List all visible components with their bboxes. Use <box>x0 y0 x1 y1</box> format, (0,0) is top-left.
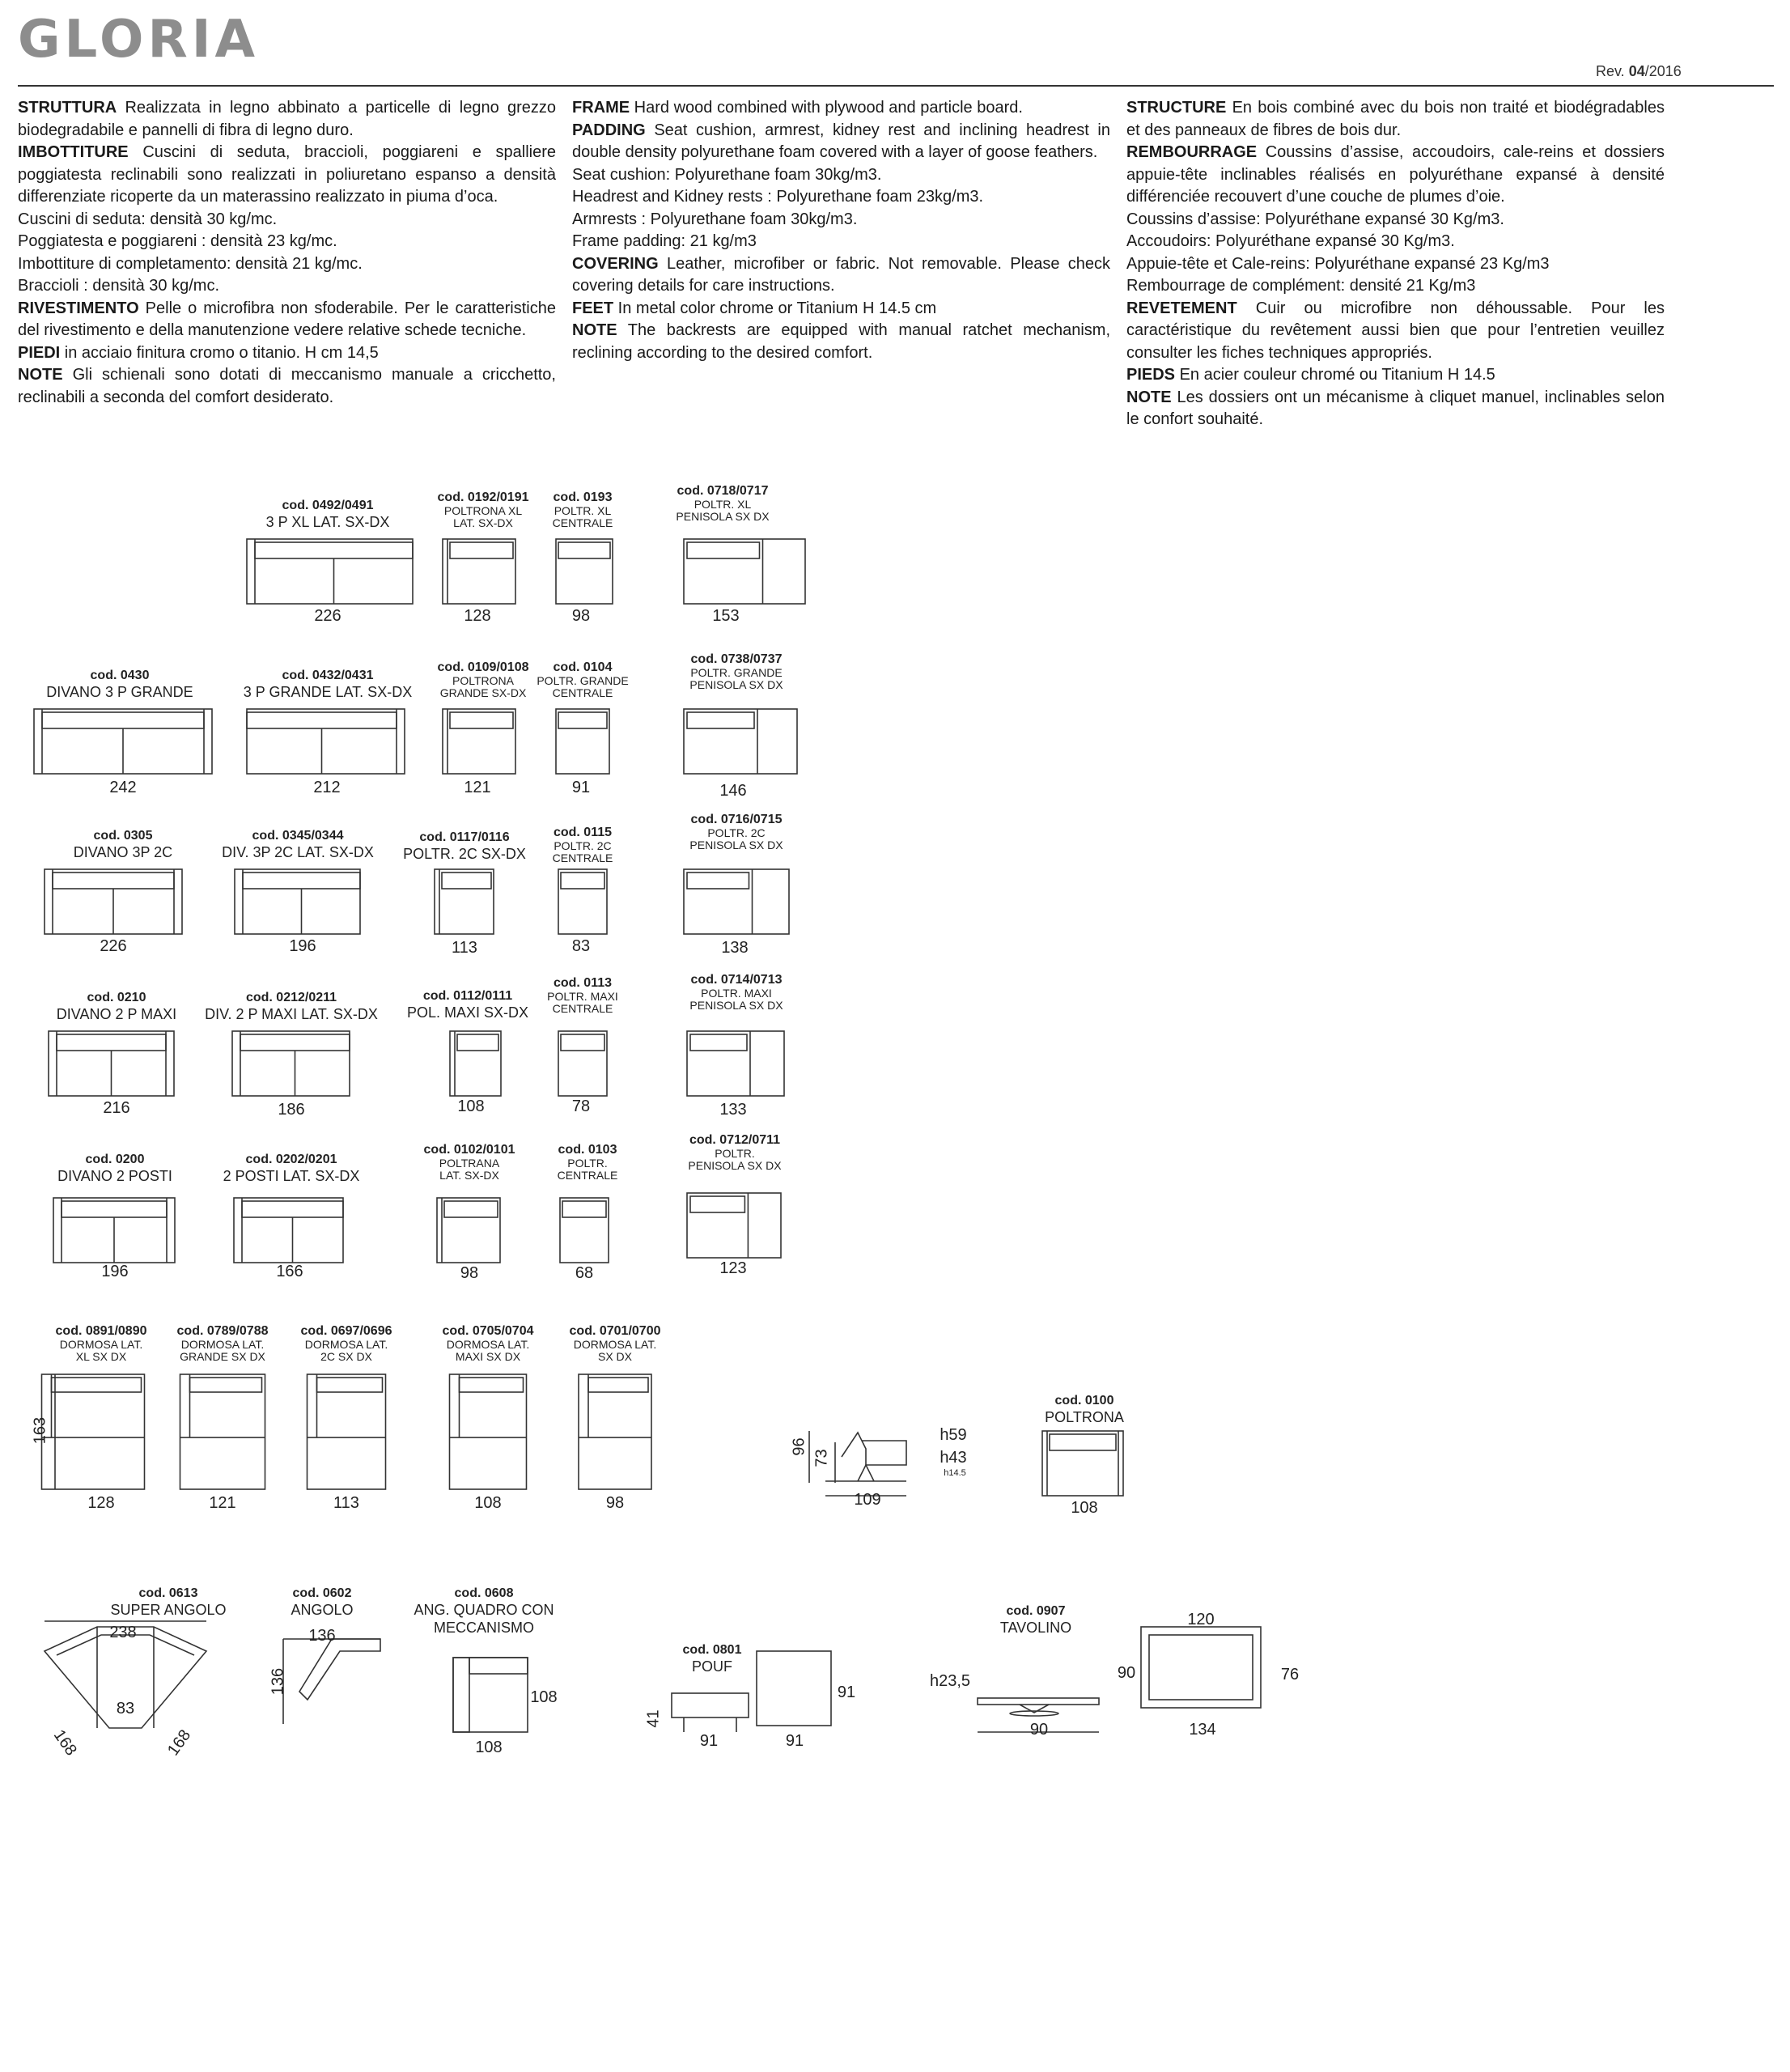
item-name: POLTR. 2C <box>707 826 766 839</box>
chair-outline <box>556 539 613 604</box>
item-name: PENISOLA SX DX <box>689 999 783 1012</box>
it-keyword: IMBOTTITURE <box>18 143 129 161</box>
item-code: cod. 0305 <box>93 829 153 843</box>
item-dimension: 196 <box>101 1263 129 1280</box>
tavolino-plan-right: 76 <box>1280 1666 1300 1684</box>
item-dimension: 91 <box>699 1732 719 1750</box>
en-text: The backrests are equipped with manual ratchet mechanism, reclining according to the desired comfort. <box>572 321 1110 362</box>
ang-quadro-arm <box>453 1658 469 1732</box>
item-dimension: 138 <box>721 939 749 957</box>
it-text: Braccioli : densità 30 kg/mc. <box>18 277 219 295</box>
fr-keyword: REMBOURRAGE <box>1126 143 1258 161</box>
backrest <box>561 873 604 889</box>
item-dimension: 90 <box>1029 1721 1049 1739</box>
item-name: POLTR. MAXI <box>701 987 772 1000</box>
tavolino-plan-length: 134 <box>1189 1721 1216 1739</box>
it-keyword: RIVESTIMENTO <box>18 299 139 317</box>
angolo-outline <box>299 1639 380 1700</box>
super-angolo-side-l: 168 <box>49 1726 80 1760</box>
item-name: DIVANO 3P 2C <box>73 844 173 860</box>
fr-keyword: NOTE <box>1126 388 1172 406</box>
item-code: cod. 0602 <box>292 1586 352 1600</box>
fr-text: En bois combiné avec du bois non traité et biodégradables et des panneaux de fibres de bois dur. <box>1126 99 1665 139</box>
item-dimension: 242 <box>109 779 137 796</box>
rev-label: Rev. <box>1596 63 1625 79</box>
item-dimension: 186 <box>278 1101 305 1119</box>
chair-outline <box>556 709 609 774</box>
it-text: Imbottiture di completamento: densità 21 kg/mc. <box>18 254 363 273</box>
backrest <box>558 542 610 558</box>
item-name: CENTRALE <box>552 1002 613 1015</box>
item-code: cod. 0716/0715 <box>690 813 783 826</box>
en-text: Headrest and Kidney rests : Polyurethane foam 23kg/m3. <box>572 188 984 206</box>
item-name: DORMOSA LAT. <box>304 1338 388 1351</box>
pouf-top-width: 91 <box>785 1732 804 1750</box>
item-name: DORMOSA LAT. <box>446 1338 530 1351</box>
item-name: CENTRALE <box>552 516 613 529</box>
tavolino-height: h23,5 <box>929 1672 971 1690</box>
item-dimension: 226 <box>314 607 341 625</box>
item-dimension: 108 <box>457 1098 485 1115</box>
chair-outline <box>558 1031 607 1096</box>
backrest <box>1050 1434 1116 1450</box>
item-name: POL. MAXI SX-DX <box>406 1004 529 1021</box>
sofa-outline <box>247 539 413 604</box>
item-code: cod. 0697/0696 <box>300 1324 392 1338</box>
fr-text: Coussins d’assise: Polyuréthane expansé 30 Kg/m3. <box>1126 210 1504 228</box>
item-name: ANGOLO <box>291 1602 354 1618</box>
super-angolo-width: 238 <box>109 1624 137 1641</box>
sofa-outline <box>247 709 405 774</box>
profile-base <box>825 1465 906 1481</box>
item-name: PENISOLA SX DX <box>689 678 783 691</box>
backrest <box>57 1034 166 1051</box>
backrest <box>317 1378 383 1392</box>
it-keyword: NOTE <box>18 366 63 384</box>
item-label <box>202 1153 380 1185</box>
en-text: Armrests : Polyurethane foam 30kg/m3. <box>572 210 858 228</box>
item-code: cod. 0432/0431 <box>282 669 374 682</box>
item-code: cod. 0701/0700 <box>569 1324 661 1338</box>
item-name: LAT. SX-DX <box>439 1169 499 1182</box>
it-text: in acciaio finitura cromo o titanio. H cm 14,5 <box>60 343 379 362</box>
item-dimension: 226 <box>100 937 127 955</box>
backrest <box>690 1196 744 1212</box>
backrest <box>52 1378 142 1392</box>
item-code: cod. 0705/0704 <box>442 1324 534 1338</box>
item-name: PENISOLA SX DX <box>689 839 783 851</box>
tavolino-plan-left: 90 <box>1117 1664 1136 1682</box>
item-label <box>34 829 212 861</box>
item-dimension: 128 <box>464 607 491 625</box>
item-code: cod. 0738/0737 <box>690 652 783 666</box>
item-name: DIVANO 2 POSTI <box>57 1168 172 1184</box>
item-name: 2C SX DX <box>320 1350 372 1363</box>
item-label <box>28 991 206 1023</box>
backrest <box>460 1378 524 1392</box>
angolo-width: 136 <box>308 1627 336 1645</box>
item-name: ANG. QUADRO CON <box>414 1602 554 1618</box>
en-keyword: COVERING <box>572 254 659 273</box>
fr-keyword: PIEDS <box>1126 366 1176 384</box>
backrest <box>53 873 174 889</box>
item-label <box>239 669 417 701</box>
it-text: Cuscini di seduta: densità 30 kg/mc. <box>18 210 278 228</box>
item-code: cod. 0192/0191 <box>437 490 529 504</box>
item-label <box>494 660 672 699</box>
item-name: POLTRONA XL <box>443 504 523 517</box>
en-text: Leather, microfiber or fabric. Not removable. Please check covering details for care instructions. <box>572 254 1110 295</box>
item-code: cod. 0801 <box>682 1643 742 1657</box>
chair-outline <box>443 709 515 774</box>
it-text: Realizzata in legno abbinato a particelle di legno grezzo biodegradabile e pannelli di fibra di legno duro. <box>18 99 556 139</box>
penisola-outline <box>684 539 805 604</box>
item-code: cod. 0210 <box>87 991 146 1004</box>
item-label <box>209 829 387 861</box>
backrest <box>62 1201 167 1217</box>
fr-keyword: STRUCTURE <box>1126 99 1227 117</box>
item-name: DORMOSA LAT. <box>180 1338 265 1351</box>
en-text: Frame padding: 21 kg/m3 <box>572 232 757 250</box>
backrest <box>687 873 749 889</box>
item-code: cod. 0202/0201 <box>245 1153 337 1166</box>
chair-outline <box>437 1198 500 1263</box>
item-code: cod. 0907 <box>1006 1604 1066 1618</box>
item-name: 3 P GRANDE LAT. SX-DX <box>243 684 413 700</box>
item-code: cod. 0117/0116 <box>419 830 510 844</box>
backrest <box>450 542 513 558</box>
chair-outline <box>435 869 494 934</box>
item-dimension: 91 <box>571 779 591 796</box>
item-label <box>647 973 825 1012</box>
backrest <box>690 1034 747 1051</box>
item-dimension: 216 <box>103 1099 130 1117</box>
item-code: cod. 0430 <box>90 669 150 682</box>
item-code: cod. 0345/0344 <box>252 829 344 843</box>
sofa-outline <box>234 1198 343 1263</box>
en-keyword: NOTE <box>572 321 617 339</box>
item-code: cod. 0100 <box>1054 1394 1114 1408</box>
item-name: DORMOSA LAT. <box>59 1338 143 1351</box>
backrest <box>450 712 513 728</box>
item-dimension: 108 <box>474 1494 502 1512</box>
item-name: POLTR. 2C SX-DX <box>403 846 526 862</box>
item-dimension: 123 <box>719 1259 747 1277</box>
item-label <box>947 1604 1125 1637</box>
it-keyword: STRUTTURA <box>18 99 117 117</box>
item-dimension: 68 <box>575 1264 594 1282</box>
item-name: POLTR. XL <box>694 498 752 511</box>
item-dimension: 121 <box>209 1494 236 1512</box>
chair-outline <box>560 1198 609 1263</box>
item-dimension: 133 <box>719 1101 747 1119</box>
item-code: cod. 0102/0101 <box>423 1143 515 1157</box>
item-name: DIV. 3P 2C LAT. SX-DX <box>222 844 374 860</box>
ang-quadro-side: 108 <box>530 1688 558 1706</box>
item-code: cod. 0613 <box>138 1586 198 1600</box>
backrest <box>240 1034 350 1051</box>
rev-year: /2016 <box>1644 63 1682 79</box>
item-name: PENISOLA SX DX <box>676 510 770 523</box>
profile-depth: 109 <box>854 1491 881 1509</box>
item-code: cod. 0608 <box>454 1586 514 1600</box>
item-dimension: 108 <box>1071 1499 1098 1517</box>
fr-text: Cuir ou microfibre non déhoussable. Pour les caractéristique du revêtement aussi bien que pour l’entretien veuillez consulter les fiches techniques appropriés. <box>1126 299 1665 362</box>
item-dimension: 98 <box>460 1264 479 1282</box>
item-label <box>233 1586 411 1619</box>
item-label <box>494 976 672 1015</box>
item-dimension: 98 <box>571 607 591 625</box>
profile-h73: 73 <box>812 1449 831 1467</box>
item-name: POLTR. MAXI <box>547 990 618 1003</box>
penisola-outline <box>684 869 789 934</box>
item-name: MAXI SX DX <box>455 1350 521 1363</box>
item-code: cod. 0789/0788 <box>176 1324 269 1338</box>
penisola-outline <box>687 1031 784 1096</box>
backrest <box>190 1378 262 1392</box>
fr-text: Les dossiers ont un mécanisme à cliquet manuel, inclinables selon le confort souhaité. <box>1126 388 1665 428</box>
en-text: Seat cushion: Polyurethane foam 30kg/m3. <box>572 165 882 184</box>
en-text: Hard wood combined with plywood and particle board. <box>630 99 1023 117</box>
rev-number: 04 <box>1628 63 1645 79</box>
product-title: GLORIA <box>18 10 260 70</box>
item-name: POLTR. 2C <box>554 839 612 852</box>
item-code: cod. 0492/0491 <box>282 499 374 512</box>
ang-quadro-back <box>469 1658 528 1674</box>
item-name: SUPER ANGOLO <box>110 1602 227 1618</box>
item-name: POLTR. <box>567 1157 608 1170</box>
item-dimension: 196 <box>289 937 316 955</box>
backrest <box>561 1034 604 1051</box>
penisola-outline <box>684 709 797 774</box>
item-code: cod. 0712/0711 <box>689 1133 781 1147</box>
item-code: cod. 0104 <box>553 660 613 674</box>
item-code: cod. 0891/0890 <box>55 1324 147 1338</box>
item-code: cod. 0200 <box>85 1153 145 1166</box>
item-label <box>202 991 380 1023</box>
super-angolo-inner: 83 <box>116 1700 135 1717</box>
item-name: DIVANO 2 P MAXI <box>56 1006 177 1022</box>
item-label <box>494 826 672 864</box>
pouf-top-side: 91 <box>837 1684 856 1701</box>
en-text: In metal color chrome or Titanium H 14.5 cm <box>613 299 937 317</box>
item-name: POLTR. XL <box>554 504 612 517</box>
item-code: cod. 0115 <box>553 826 613 839</box>
item-name: CENTRALE <box>552 851 613 864</box>
item-label <box>647 813 825 851</box>
backrest <box>444 1201 498 1217</box>
tavolino-plan-outer <box>1141 1627 1261 1708</box>
item-code: cod. 0109/0108 <box>437 660 529 674</box>
backrest <box>255 542 413 558</box>
backrest <box>242 1201 343 1217</box>
backrest <box>457 1034 498 1051</box>
item-code: cod. 0714/0713 <box>690 973 783 987</box>
backrest <box>558 712 607 728</box>
item-code: cod. 0212/0211 <box>245 991 337 1004</box>
it-text: Gli schienali sono dotati di meccanismo manuale a cricchetto, reclinabili a seconda del comfort desiderato. <box>18 366 556 406</box>
pouf-height: 41 <box>644 1709 663 1728</box>
item-name: CENTRALE <box>552 686 613 699</box>
backrest <box>243 873 360 889</box>
en-text: Seat cushion, armrest, kidney rest and inclining headrest in double density polyurethane foam covered with a layer of goose feathers. <box>572 121 1110 161</box>
sofa-outline <box>232 1031 350 1096</box>
item-name: XL SX DX <box>75 1350 127 1363</box>
item-dimension: 113 <box>452 939 477 957</box>
tavolino-plan-inner <box>1149 1635 1253 1700</box>
it-keyword: PIEDI <box>18 343 61 362</box>
item-code: cod. 0113 <box>553 976 613 990</box>
angolo-height: 136 <box>269 1667 287 1696</box>
item-name: DIV. 2 P MAXI LAT. SX-DX <box>205 1006 378 1022</box>
backrest <box>562 1201 606 1217</box>
item-code: cod. 0193 <box>553 490 613 504</box>
backrest <box>588 1378 648 1392</box>
backrest <box>247 712 397 728</box>
item-dimension: 113 <box>333 1494 359 1512</box>
item-name: LAT. SX-DX <box>453 516 513 529</box>
penisola-outline <box>687 1193 781 1258</box>
item-name: MECCANISMO <box>433 1620 534 1636</box>
backrest <box>687 712 754 728</box>
fr-text: En acier couleur chromé ou Titanium H 14.5 <box>1175 366 1495 384</box>
item-dimension: 128 <box>87 1494 115 1512</box>
item-name: PENISOLA SX DX <box>688 1159 782 1172</box>
fr-text: Appuie-tête et Cale-reins: Polyuréthane expansé 23 Kg/m3 <box>1126 254 1550 273</box>
item-name: POLTR. GRANDE <box>690 666 783 679</box>
item-name: 3 P XL LAT. SX-DX <box>265 514 390 530</box>
item-label <box>239 499 417 531</box>
profile-h59: h59 <box>940 1426 967 1444</box>
tavolino-foot <box>1010 1711 1058 1716</box>
item-name: DIVANO 3 P GRANDE <box>46 684 193 700</box>
profile-h96: 96 <box>790 1437 808 1456</box>
item-name: SX DX <box>597 1350 632 1363</box>
item-label <box>646 1133 824 1172</box>
item-label <box>647 652 825 691</box>
item-dimension: 121 <box>464 779 491 796</box>
item-name: TAVOLINO <box>999 1620 1072 1636</box>
pouf-side-outline <box>672 1693 749 1717</box>
backrest <box>687 542 760 558</box>
fr-text: Rembourrage de complément: densité 21 Kg/m3 <box>1126 277 1476 295</box>
sofa-outline <box>235 869 360 934</box>
item-label <box>26 1153 204 1185</box>
it-text: Pelle o microfibra non sfoderabile. Per le caratteristiche del rivestimento e della manutenzione vedere relative schede tecniche. <box>18 299 556 339</box>
chair-outline <box>558 869 607 934</box>
item-name: POLTRONA <box>452 674 514 687</box>
item-name: POLTR. GRANDE <box>537 674 629 687</box>
chair-outline <box>1042 1431 1123 1496</box>
item-dimension: 146 <box>719 782 747 800</box>
item-name: GRANDE SX DX <box>180 1350 265 1363</box>
item-name: POLTR. <box>715 1147 755 1160</box>
item-dimension: 83 <box>571 937 591 955</box>
item-dimension: 108 <box>475 1739 503 1756</box>
item-dimension: 153 <box>712 607 740 625</box>
tavolino-top <box>978 1698 1099 1705</box>
it-text: Cuscini di seduta, braccioli, poggiareni e spalliere poggiatesta reclinabili sono realizzati in poliuretano espanso a densità differenziate ricoperte da un materassino realizzato in piuma d’oca. <box>18 143 556 206</box>
it-text: Poggiatesta e poggiareni : densità 23 kg/mc. <box>18 232 337 250</box>
fr-keyword: REVETEMENT <box>1126 299 1237 317</box>
backrest <box>42 712 204 728</box>
profile-h43: h43 <box>940 1449 967 1467</box>
item-name: DORMOSA LAT. <box>573 1338 657 1351</box>
item-code: cod. 0718/0717 <box>677 484 769 498</box>
dormosa-height: 163 <box>31 1416 49 1445</box>
item-label <box>526 1324 704 1363</box>
item-name: POUF <box>691 1658 732 1675</box>
chair-outline <box>443 539 515 604</box>
profile-h145: h14.5 <box>944 1468 966 1478</box>
item-name: CENTRALE <box>557 1169 618 1182</box>
item-dimension: 166 <box>276 1263 303 1280</box>
item-label <box>634 484 812 523</box>
fr-text: Coussins d’assise, accoudoirs, cale-reins et dossiers appuie-tête inclinables réalisés en polyuréthane expansé à densité différenciée recouvert d’une couche de plumes d’oie. <box>1126 143 1665 206</box>
backrest <box>442 873 491 889</box>
en-keyword: FRAME <box>572 99 630 117</box>
item-label <box>995 1394 1173 1426</box>
profile-outline <box>842 1433 906 1465</box>
item-code: cod. 0112/0111 <box>422 989 513 1003</box>
item-name: GRANDE SX-DX <box>439 686 527 699</box>
item-label <box>79 1586 257 1619</box>
super-angolo-side-r: 168 <box>164 1726 195 1760</box>
item-label <box>31 669 209 701</box>
en-keyword: PADDING <box>572 121 646 139</box>
item-dimension: 98 <box>605 1494 625 1512</box>
item-name: POLTRANA <box>439 1157 500 1170</box>
item-name: POLTRONA <box>1045 1409 1124 1425</box>
item-dimension: 212 <box>313 779 341 796</box>
item-label <box>395 1586 573 1637</box>
tavolino-plan-top: 120 <box>1187 1611 1215 1628</box>
en-keyword: FEET <box>572 299 614 317</box>
fr-text: Accoudoirs: Polyuréthane expansé 30 Kg/m3. <box>1126 232 1455 250</box>
item-code: cod. 0103 <box>558 1143 617 1157</box>
item-name: 2 POSTI LAT. SX-DX <box>223 1168 360 1184</box>
item-label <box>623 1643 801 1675</box>
item-dimension: 78 <box>571 1098 591 1115</box>
